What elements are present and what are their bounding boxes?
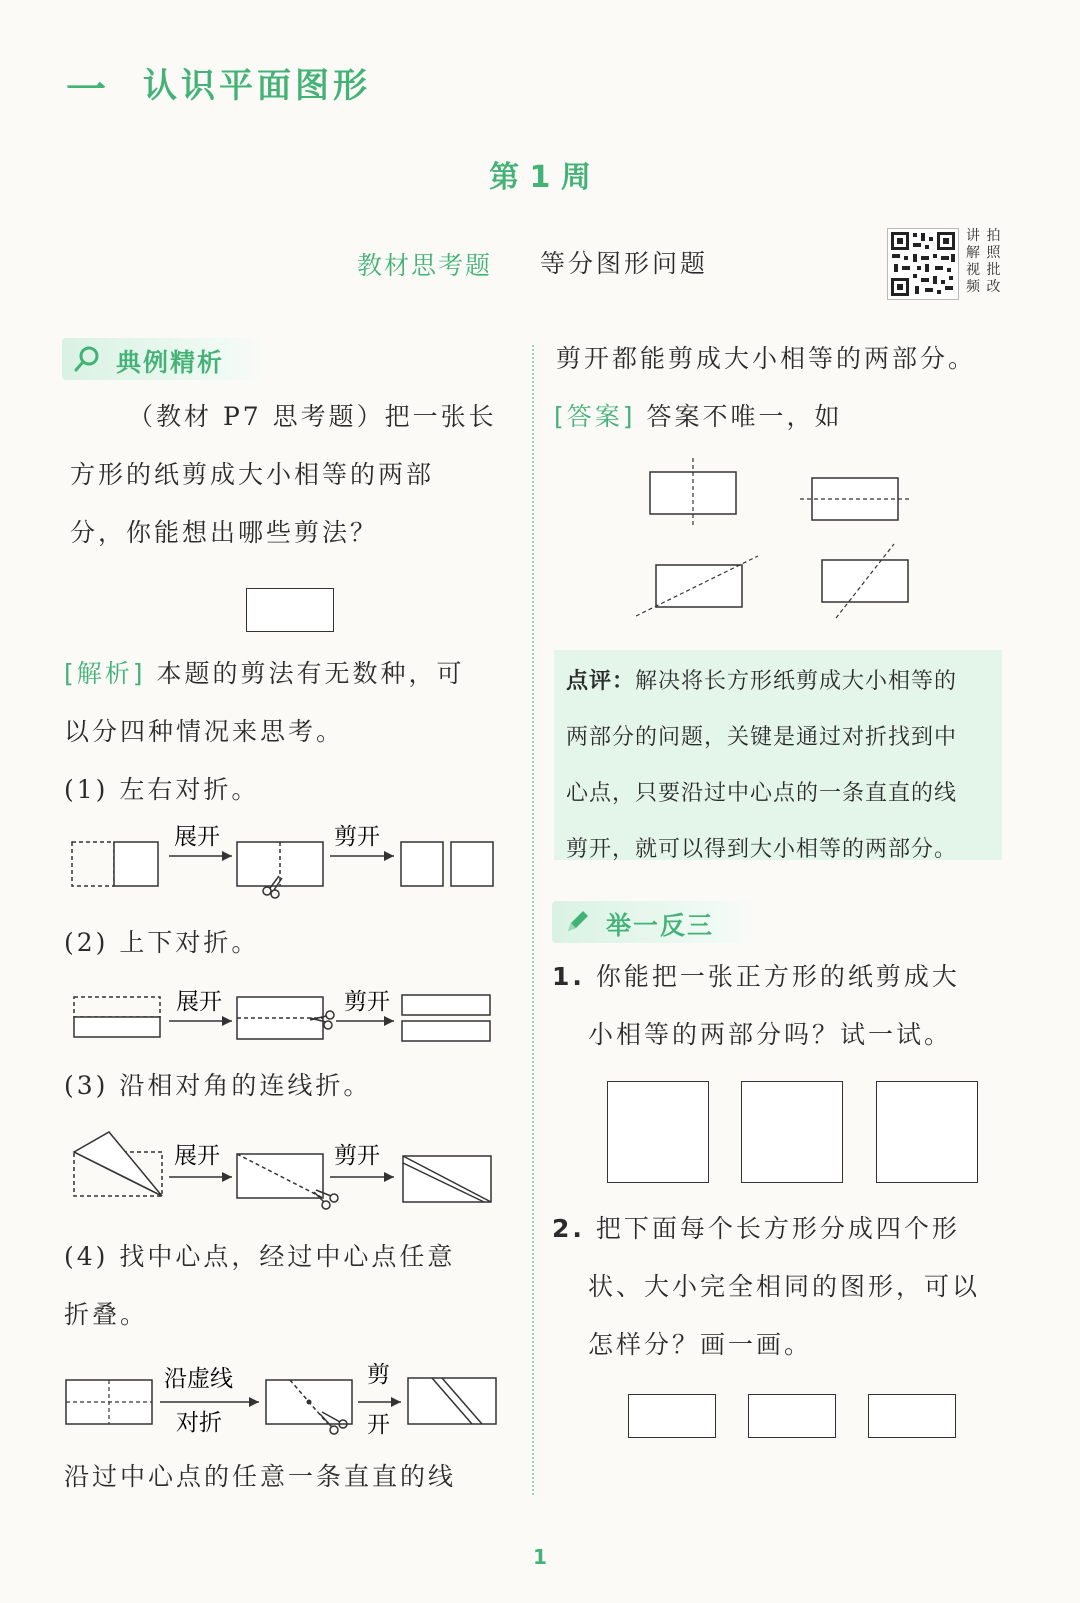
example-question: （教材 P7 思考题）把一张长 方形的纸剪成大小相等的两部 分，你能想出哪些剪法？ (70, 402, 497, 547)
case4-step2-top-label: 剪 (367, 1362, 390, 1388)
case3-label: (3) 沿相对角的连线折。 (64, 1071, 372, 1100)
search-icon (72, 344, 102, 374)
topic-label: 教材思考题 (357, 251, 493, 280)
case2-step1-label: 展开 (176, 989, 222, 1015)
case4-diagram (64, 1358, 524, 1458)
case4-step2-bottom-label: 开 (367, 1412, 390, 1438)
practice-question-2: 2. 把下面每个长方形分成四个形 状、大小完全相同的图形，可以 怎样分？画一画。 (552, 1214, 981, 1359)
answer-diagrams (636, 458, 926, 628)
topic-title: 等分图形问题 (540, 249, 709, 278)
case2-step2-label: 剪开 (344, 989, 390, 1015)
chapter-title: 认识平面图形 (143, 66, 371, 106)
case3-diagram (64, 1130, 524, 1230)
answer-tag: [答案] (554, 402, 636, 431)
qr-code-icon[interactable] (887, 228, 959, 300)
q2-number: 2. (552, 1214, 585, 1243)
case4-step1-top-label: 沿虚线 (164, 1366, 233, 1392)
case2-label: (2) 上下对折。 (64, 928, 260, 957)
example-rectangle (246, 588, 334, 632)
analysis: [解析] 本题的剪法有无数种，可 以分四种情况来思考。 (1) 左右对折。 (64, 659, 465, 804)
practice-heading: 举一反三 (552, 901, 757, 943)
chapter-number: 一 (66, 67, 106, 113)
case1-step2-label: 剪开 (334, 824, 380, 850)
rectangle-3[interactable] (868, 1394, 956, 1438)
example-heading: 典例精析 (62, 338, 267, 380)
comment-text: 点评：解决将长方形纸剪成大小相等的 两部分的问题，关键是通过对折找到中 心点，只要沿过中心点的一条直直的线 剪开，就可以得到大小相等的两部分。 (566, 669, 958, 862)
case1-diagram (64, 818, 524, 918)
q1-number: 1. (552, 962, 585, 991)
square-1[interactable] (607, 1081, 709, 1183)
case2-diagram (64, 985, 524, 1055)
rectangle-2[interactable] (748, 1394, 836, 1438)
week-title: 第 1 周 (489, 160, 591, 195)
case3-step2-label: 剪开 (334, 1143, 380, 1169)
conclusion-line2: 剪开都能剪成大小相等的两部分。 (556, 344, 977, 373)
column-divider (532, 345, 534, 1495)
case4-step1-bottom-label: 对折 (176, 1410, 222, 1436)
rectangle-1[interactable] (628, 1394, 716, 1438)
practice-question-1: 1. 你能把一张正方形的纸剪成大 小相等的两部分吗？试一试。 (552, 962, 960, 1049)
case1-step1-label: 展开 (174, 824, 220, 850)
pencil-icon (562, 907, 592, 937)
page-number: 1 (533, 1545, 547, 1569)
conclusion-line1: 沿过中心点的任意一条直直的线 (64, 1462, 457, 1491)
square-3[interactable] (876, 1081, 978, 1183)
square-2[interactable] (741, 1081, 843, 1183)
case4-label: (4) 找中心点，经过中心点任意 折叠。 (64, 1242, 456, 1329)
answer: [答案] 答案不唯一，如 (554, 402, 843, 431)
case3-step1-label: 展开 (174, 1143, 220, 1169)
analysis-tag: [解析] (64, 659, 146, 688)
qr-caption: 讲 拍 解 照 视 批 频 改 (966, 228, 1002, 295)
